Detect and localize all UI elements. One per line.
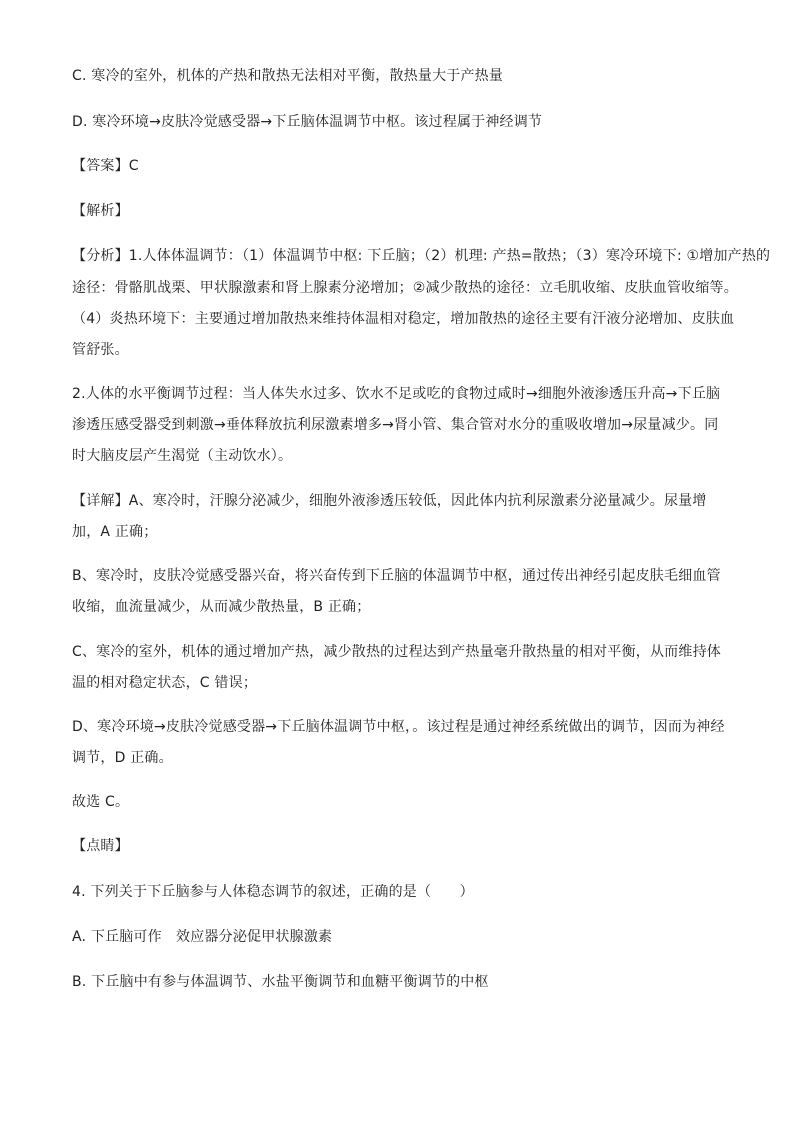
detail-c-line: C、寒冷的室外，机体的通过增加产热，减少散热的过程达到产热量毫升散热量的相对平衡，从而维持体 — [72, 644, 721, 660]
detail-b-line: B、寒冷时，皮肤冷觉感受器兴奋，将兴奋传到下丘脑的体温调节中枢，通过传出神经引起皮肤毛细血管 — [72, 568, 721, 584]
water-balance-line: 时大脑皮层产生渴觉（主动饮水）。 — [72, 448, 293, 464]
detail-a-line: 加，A 正确； — [72, 524, 158, 540]
answer-line: 【答案】C — [72, 158, 139, 174]
analysis-heading: 【解析】 — [72, 203, 129, 219]
analysis-line: 管舒张。 — [72, 342, 129, 358]
question-4-option-b: B. 下丘脑中有参与体温调节、水盐平衡调节和血糖平衡调节的中枢 — [72, 974, 489, 990]
water-balance-line: 渗透压感受器受到刺激→垂体释放抗利尿激素增多→肾小管、集合管对水分的重吸收增加→尿量减少。同 — [72, 417, 719, 433]
detail-d-line: 调节，D 正确。 — [72, 750, 173, 766]
choice-line: 故选 C。 — [72, 794, 130, 810]
option-d-line: D. 寒冷环境→皮肤冷觉感受器→下丘脑体温调节中枢。该过程属于神经调节 — [72, 114, 543, 130]
detail-d-line: D、寒冷环境→皮肤冷觉感受器→下丘脑体温调节中枢，。该过程是通过神经系统做出的调节，因而为神经 — [72, 719, 725, 735]
detail-c-line: 温的相对稳定状态，C 错误； — [72, 675, 258, 691]
comment-heading: 【点睛】 — [72, 838, 129, 854]
question-4-stem: 4. 下列关于下丘脑参与人体稳态调节的叙述，正确的是（ ） — [72, 884, 474, 900]
analysis-line: 途径：骨骼肌战栗、甲状腺激素和肾上腺素分泌增加；②减少散热的途径：立毛肌收缩、皮肤血管收缩等。 — [72, 280, 738, 296]
question-4-option-a: A. 下丘脑可作 效应器分泌促甲状腺激素 — [72, 929, 333, 945]
option-c-line: C. 寒冷的室外，机体的产热和散热无法相对平衡，散热量大于产热量 — [72, 68, 504, 84]
water-balance-line: 2.人体的水平衡调节过程：当人体失水过多、饮水不足或吃的食物过咸时→细胞外液渗透压升高→下丘脑 — [72, 386, 721, 402]
detail-a-line: 【详解】A、寒冷时，汗腺分泌减少，细胞外液渗透压较低，因此体内抗利尿激素分泌量减少。尿量增 — [72, 493, 707, 509]
analysis-line: 【分析】1.人体体温调节：（1）体温调节中枢: 下丘脑；（2）机理: 产热=散热；（3）寒冷环境下: ①增加产热的 — [72, 248, 771, 264]
detail-b-line: 收缩，血流量减少，从而减少散热量，B 正确； — [72, 599, 371, 615]
analysis-line: （4）炎热环境下：主要通过增加散热来维持体温相对稳定，增加散热的途径主要有汗液分泌增加、皮肤血 — [72, 311, 735, 327]
